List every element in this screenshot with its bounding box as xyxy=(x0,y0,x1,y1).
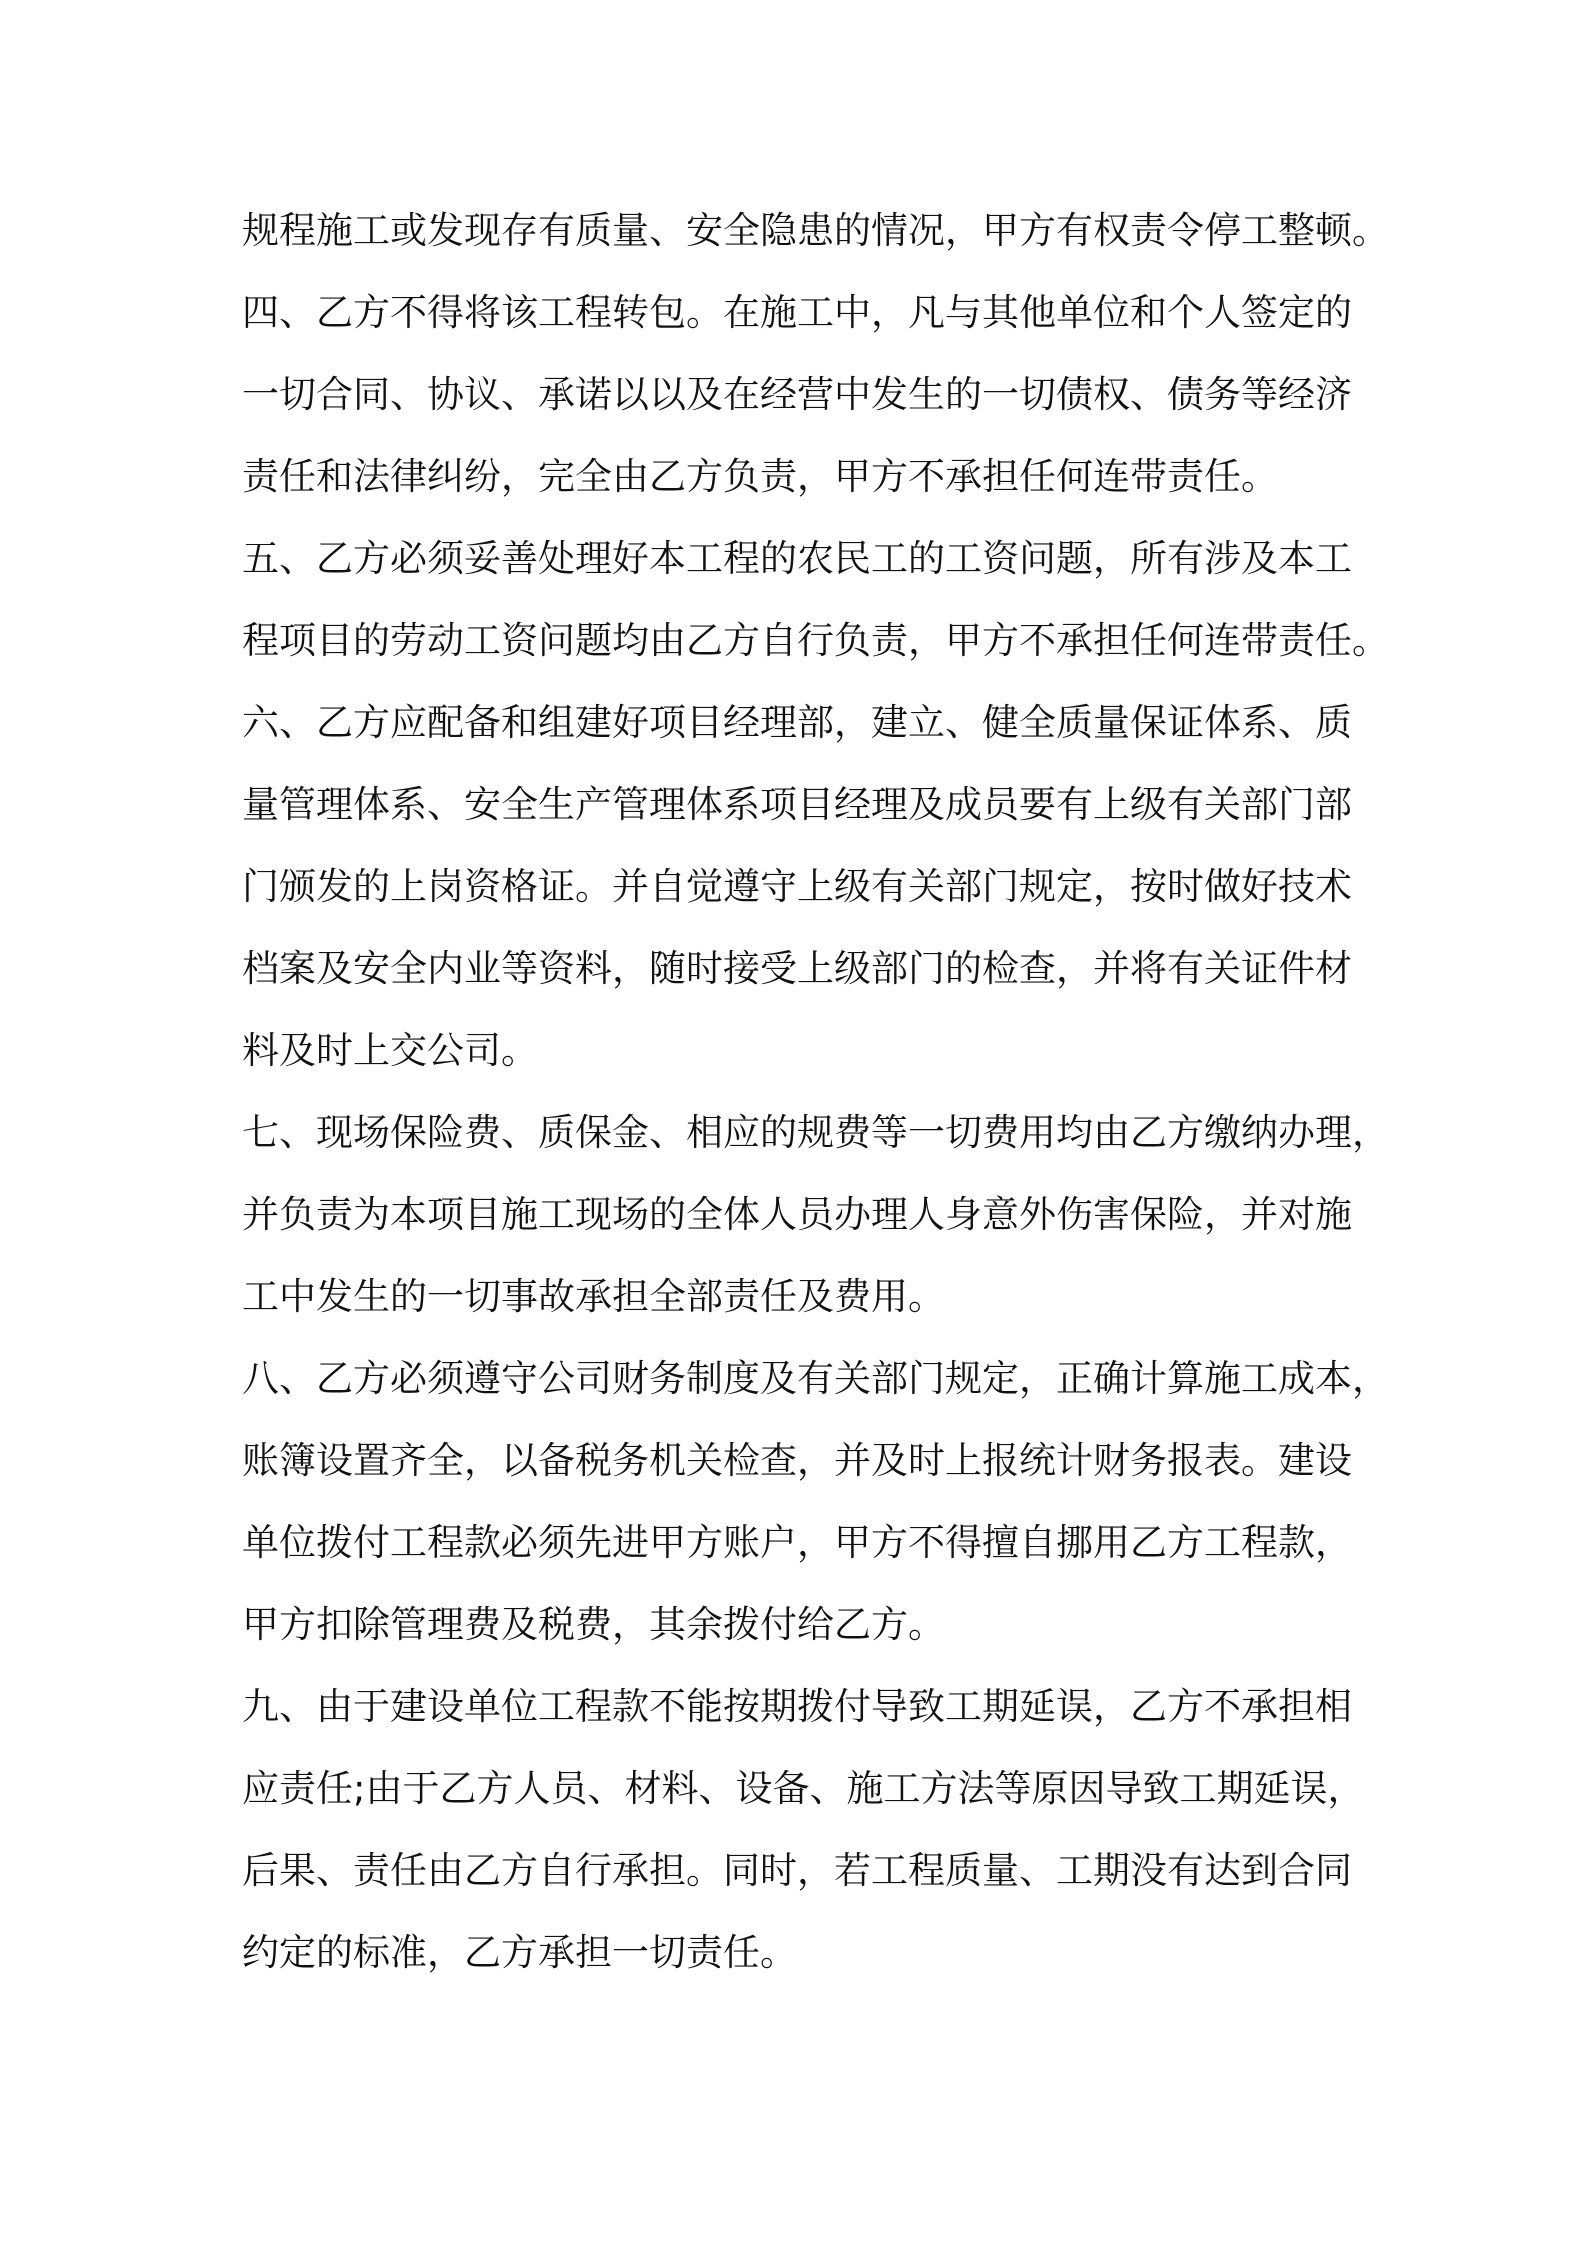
text-line: 量管理体系、安全生产管理体系项目经理及成员要有上级有关部门部 xyxy=(242,783,1352,826)
text-line: 甲方扣除管理费及税费，其余拨付给乙方。 xyxy=(242,1603,945,1646)
text-line: 规程施工或发现存有质量、安全隐患的情况，甲方有权责令停工整顿。 xyxy=(242,209,1389,252)
text-line: 四、乙方不得将该工程转包。在施工中，凡与其他单位和个人签定的 xyxy=(242,291,1352,334)
text-line: 料及时上交公司。 xyxy=(242,1029,538,1072)
text-line: 并负责为本项目施工现场的全体人员办理人身意外伤害保险，并对施 xyxy=(242,1193,1352,1236)
text-line: 责任和法律纠纷，完全由乙方负责，甲方不承担任何连带责任。 xyxy=(242,455,1278,498)
text-line: 应责任;由于乙方人员、材料、设备、施工方法等原因导致工期延误， xyxy=(242,1767,1365,1810)
text-line: 约定的标准，乙方承担一切责任。 xyxy=(242,1931,797,1974)
text-line: 一切合同、协议、承诺以以及在经营中发生的一切债权、债务等经济 xyxy=(242,373,1352,416)
text-line: 八、乙方必须遵守公司财务制度及有关部门规定，正确计算施工成本， xyxy=(242,1357,1389,1400)
text-line: 九、由于建设单位工程款不能按期拨付导致工期延误，乙方不承担相 xyxy=(242,1685,1352,1728)
text-line: 后果、责任由乙方自行承担。同时，若工程质量、工期没有达到合同 xyxy=(242,1849,1352,1892)
text-line: 门颁发的上岗资格证。并自觉遵守上级有关部门规定，按时做好技术 xyxy=(242,865,1352,908)
text-line: 账簿设置齐全，以备税务机关检查，并及时上报统计财务报表。建设 xyxy=(242,1439,1352,1482)
text-line: 工中发生的一切事故承担全部责任及费用。 xyxy=(242,1275,945,1318)
text-line: 单位拨付工程款必须先进甲方账户，甲方不得擅自挪用乙方工程款， xyxy=(242,1521,1352,1564)
text-line: 五、乙方必须妥善处理好本工程的农民工的工资问题，所有涉及本工 xyxy=(242,537,1352,580)
text-line: 六、乙方应配备和组建好项目经理部，建立、健全质量保证体系、质 xyxy=(242,701,1352,744)
text-line: 七、现场保险费、质保金、相应的规费等一切费用均由乙方缴纳办理， xyxy=(242,1111,1389,1154)
text-line: 档案及安全内业等资料，随时接受上级部门的检查，并将有关证件材 xyxy=(242,947,1352,990)
text-line: 程项目的劳动工资问题均由乙方自行负责，甲方不承担任何连带责任。 xyxy=(242,619,1389,662)
